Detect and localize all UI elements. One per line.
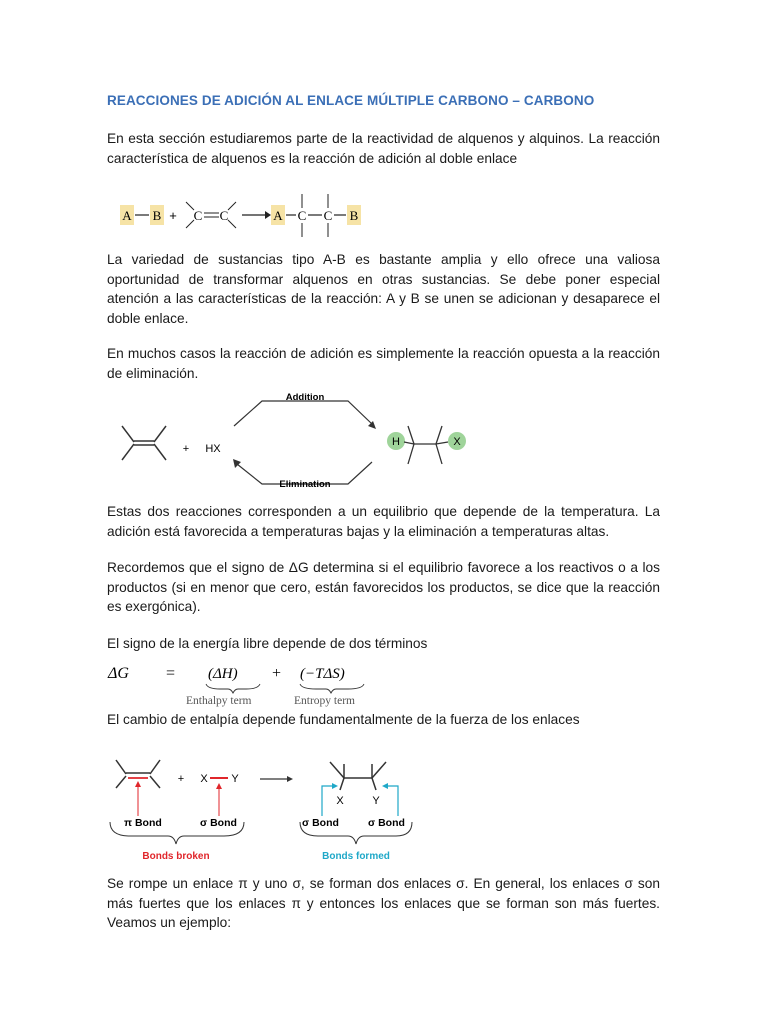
alkene-bond (154, 426, 166, 442)
atom-c2-product: C (323, 208, 333, 223)
atom-b: B (152, 208, 162, 223)
alkene-bond (122, 426, 134, 442)
paragraph-variety: La variedad de sustancias tipo A-B es bastante amplia y ello ofrece una valiosa oportunidad de transformar alquenos en otras sustancias. Se debe poner especial atención a las características de la reacción: A y B se unen se adicionan y desaparece el doble enlace. (107, 252, 660, 326)
bond (436, 444, 442, 464)
entropy-expression: (−TΔS) (300, 666, 345, 682)
arrow-head-icon (216, 783, 222, 789)
alkene-bond (116, 776, 126, 788)
delta-g: ΔG (108, 665, 129, 682)
enthalpy-expression: (ΔH) (208, 666, 238, 682)
arrow-head-icon (332, 783, 338, 789)
alkene-bond (154, 444, 166, 460)
bonds-broken-label: Bonds broken (142, 851, 210, 862)
atom-c1: C (193, 208, 203, 223)
elimination-label: Elimination (279, 479, 331, 490)
paragraph-gibbs: Recordemos que el signo de ΔG determina si el equilibrio favorece a los reactivos o a los productos (si en menor que cero, están favorecidos los productos, se dice que la reacción es exergónica). (107, 560, 660, 614)
atom-x: X (200, 773, 208, 785)
section-title: REACCIONES DE ADICIÓN AL ENLACE MÚLTIPLE CARBONO – CARBONO (107, 93, 595, 108)
enthalpy-brace (206, 684, 260, 693)
plus-sign: + (169, 208, 177, 223)
paragraph-bonds: Se rompe un enlace π y uno σ, se forman dos enlaces σ. En general, los enlaces σ son más fuertes que los enlaces π y entonces los enlaces que se forman son más fuertes. Veamos un ejemplo: (107, 876, 660, 930)
entropy-term-label: Entropy term (294, 695, 355, 707)
sigma-bond-label: σ Bond (200, 817, 237, 829)
arrow-head-icon (382, 783, 388, 789)
bond (330, 762, 344, 778)
paragraph-enthalpy: El cambio de entalpía depende fundamentalmente de la fuerza de los enlaces (107, 712, 580, 727)
formed-pointer-left (322, 786, 334, 816)
formed-pointer-right (386, 786, 398, 816)
paragraph-intro: En esta sección estudiaremos parte de la reactividad de alquenos y alquinos. La reacción característica de alquenos es la reacción de adición al doble enlace (107, 131, 660, 166)
plus-sign: + (177, 773, 185, 785)
bond (372, 762, 386, 778)
bond (436, 442, 448, 444)
alkene-bond (150, 776, 160, 788)
plus-sign: + (272, 665, 282, 682)
bonds-formed-label: Bonds formed (322, 851, 390, 862)
addition-equation-figure (118, 190, 368, 242)
alkene-bond (116, 760, 126, 774)
addition-label: Addition (285, 392, 325, 403)
alkene-substituent (228, 202, 236, 210)
atom-x-product: X (336, 795, 344, 807)
atom-x: X (453, 436, 461, 448)
bond (436, 426, 442, 444)
addition-arrow (234, 401, 372, 426)
atom-h: H (392, 436, 400, 448)
reagent-hx: HX (205, 443, 221, 455)
bond (408, 444, 414, 464)
atom-c1-product: C (297, 208, 307, 223)
alkene-substituent (228, 220, 236, 228)
bonds-broken-formed-figure (104, 752, 424, 868)
arrow-head-icon (265, 211, 271, 219)
alkene-bond (122, 444, 134, 460)
pi-bond-label: π Bond (124, 817, 162, 829)
bond (408, 426, 414, 444)
paragraph-free-energy: El signo de la energía libre depende de dos términos (107, 636, 428, 651)
gibbs-equation-figure (104, 660, 404, 710)
atom-b-product: B (349, 208, 359, 223)
atom-a-product: A (273, 208, 283, 223)
paragraph-opposite: En muchos casos la reacción de adición es simplemente la reacción opuesta a la reacción de eliminación. (107, 346, 660, 381)
atom-y: Y (231, 773, 239, 785)
entropy-brace (300, 684, 364, 693)
atom-c2: C (219, 208, 229, 223)
arrow-head-icon (287, 776, 293, 782)
addition-arrow-head-icon (368, 421, 376, 429)
equals-sign: = (166, 665, 176, 682)
bond-to-x (340, 778, 344, 790)
enthalpy-term-label: Enthalpy term (186, 695, 252, 707)
bond-to-y (372, 778, 376, 790)
bond (404, 442, 414, 444)
alkene-bond (150, 760, 160, 774)
sigma-bond-label-right: σ Bond (368, 817, 405, 829)
atom-y-product: Y (372, 795, 380, 807)
atom-a: A (122, 208, 132, 223)
arrow-head-icon (135, 781, 141, 787)
addition-elimination-figure (112, 386, 482, 492)
paragraph-equilibrium: Estas dos reacciones corresponden a un equilibrio que depende de la temperatura. La adición está favorecida a temperaturas bajas y la eliminación a temperaturas altas. (107, 504, 660, 539)
plus-sign: + (182, 443, 190, 455)
sigma-bond-label-left: σ Bond (302, 817, 339, 829)
